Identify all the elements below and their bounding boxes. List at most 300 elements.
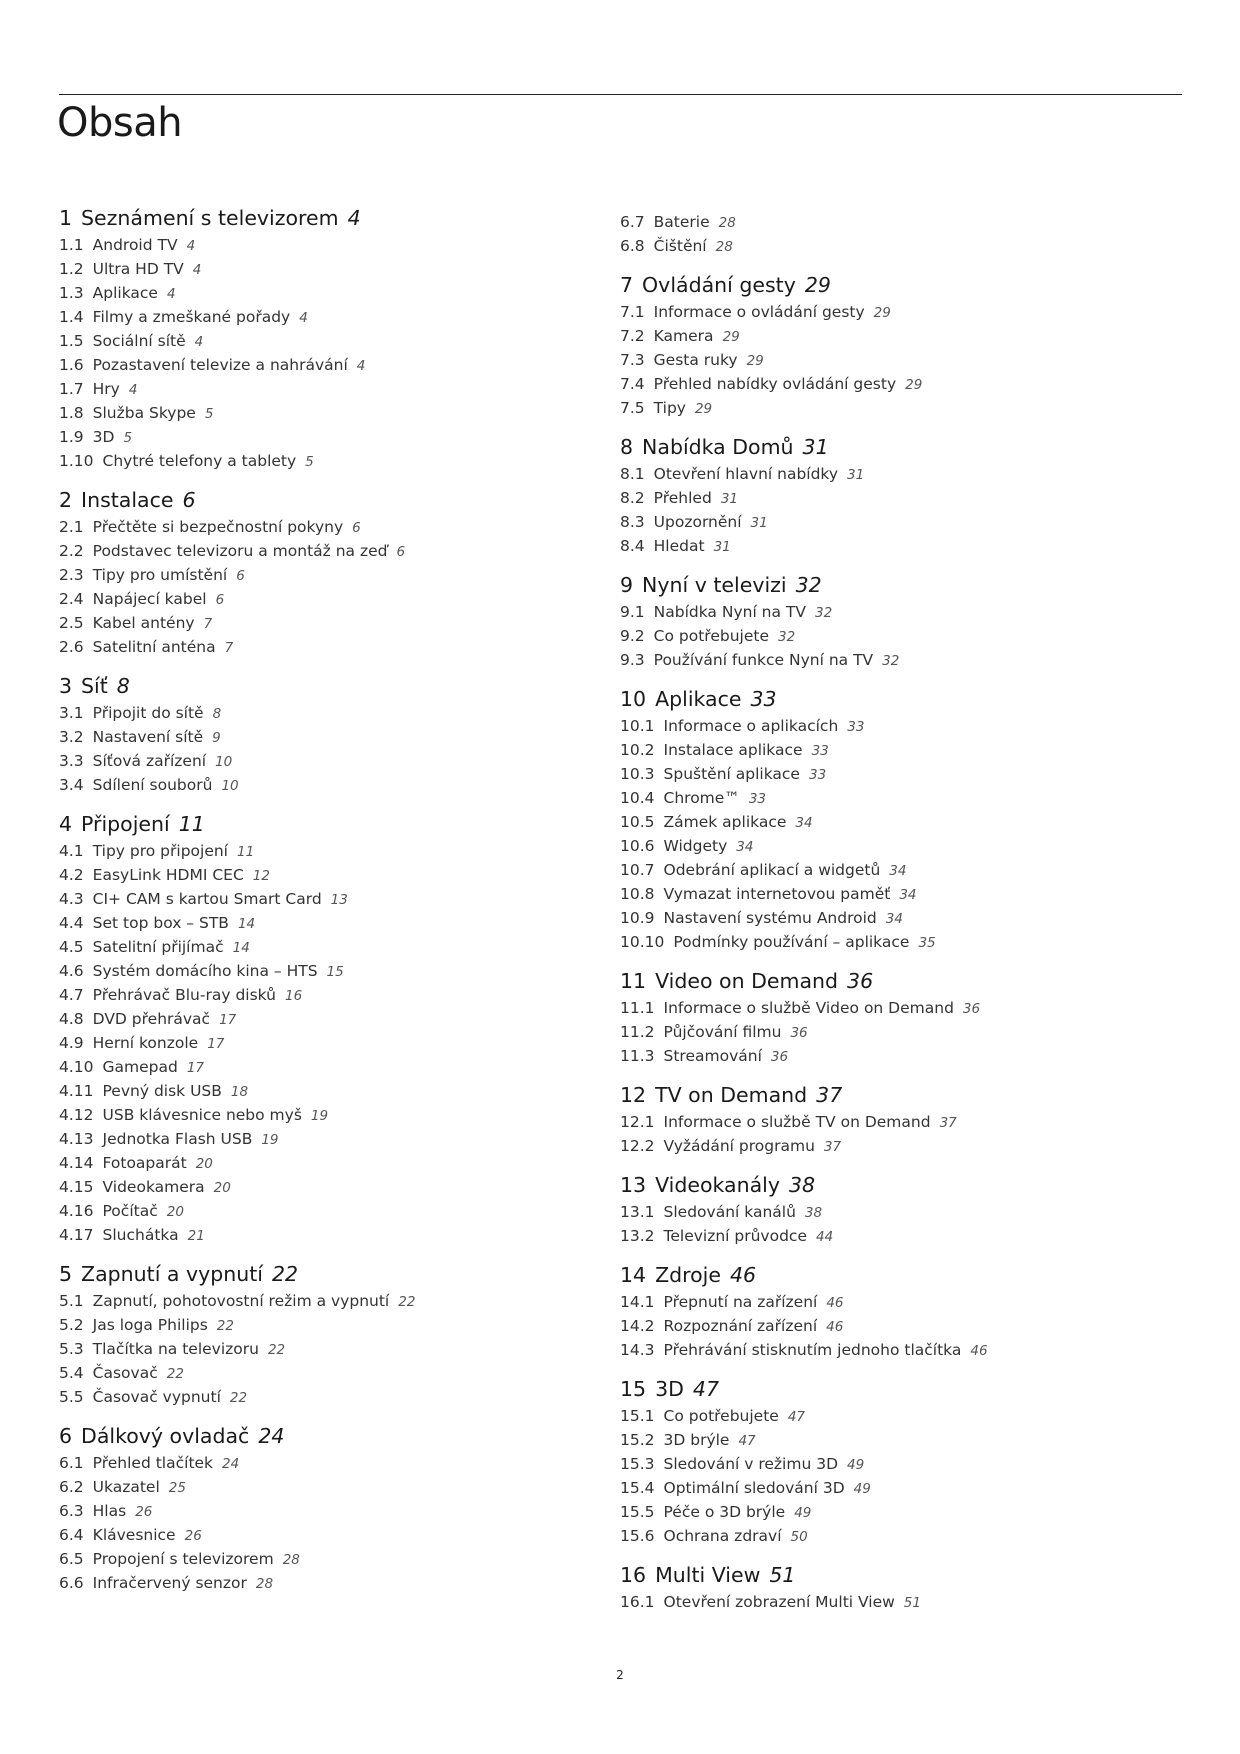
toc-entry[interactable]	[59, 612, 579, 636]
entry-page: 47	[738, 1433, 756, 1449]
chapter-number: 16	[620, 1563, 647, 1587]
toc-entry[interactable]	[620, 1591, 1180, 1615]
entry-title: Časovač	[92, 1364, 158, 1382]
entry-page: 20	[213, 1180, 231, 1196]
toc-entry[interactable]	[620, 811, 1180, 835]
entry-title: Přehrávač Blu-ray disků	[92, 986, 276, 1004]
chapter-title: Síť	[81, 674, 108, 698]
toc-entry[interactable]	[620, 1339, 1180, 1363]
entry-page: 11	[237, 844, 255, 860]
entry-number: 4.14	[59, 1154, 94, 1172]
entry-title: Co potřebujete	[653, 627, 769, 645]
toc-entry[interactable]	[620, 1453, 1180, 1477]
entry-title: Napájecí kabel	[92, 590, 207, 608]
toc-entry[interactable]	[620, 463, 1180, 487]
entry-number: 5.5	[59, 1388, 84, 1406]
toc-entry[interactable]	[59, 258, 579, 282]
toc-entry[interactable]	[59, 450, 579, 474]
toc-entry[interactable]	[59, 1200, 579, 1224]
entry-number: 11.1	[620, 999, 655, 1017]
entry-title: Podstavec televizoru a montáž na zeď	[92, 542, 388, 560]
toc-entry[interactable]	[59, 378, 579, 402]
toc-entry[interactable]	[59, 1362, 579, 1386]
entry-title: Tipy	[653, 399, 686, 417]
entry-page: 26	[184, 1528, 202, 1544]
entry-page: 6	[352, 520, 361, 536]
entry-page: 8	[212, 706, 222, 722]
toc-chapter-heading[interactable]	[620, 968, 1180, 994]
chapter-title: Ovládání gesty	[642, 273, 796, 297]
entry-title: Tipy pro připojení	[92, 842, 228, 860]
entry-number: 6.5	[59, 1550, 84, 1568]
chapter-number: 6	[59, 1424, 73, 1448]
toc-entry[interactable]	[59, 1500, 579, 1524]
entry-title: Používání funkce Nyní na TV	[653, 651, 874, 669]
toc-chapter-heading[interactable]	[59, 673, 579, 699]
entry-number: 10.3	[620, 765, 655, 783]
toc-entry[interactable]	[620, 601, 1180, 625]
entry-title: Počítač	[102, 1202, 158, 1220]
entry-number: 15.5	[620, 1503, 655, 1521]
entry-page: 34	[795, 815, 813, 831]
entry-number: 4.5	[59, 938, 84, 956]
entry-page: 22	[398, 1294, 416, 1310]
toc-entry[interactable]	[59, 1080, 579, 1104]
toc-chapter-heading[interactable]	[620, 1262, 1180, 1288]
entry-page: 35	[918, 935, 936, 951]
toc-right-column	[620, 211, 1180, 1628]
entry-title: Co potřebujete	[663, 1407, 779, 1425]
chapter-title: Instalace	[81, 488, 174, 512]
entry-page: 28	[718, 215, 736, 231]
entry-title: Android TV	[92, 236, 178, 254]
toc-entry[interactable]	[620, 511, 1180, 535]
toc-section	[59, 1261, 579, 1410]
entry-title: Tlačítka na televizoru	[92, 1340, 259, 1358]
entry-number: 4.17	[59, 1226, 94, 1244]
entry-title: Péče o 3D brýle	[663, 1503, 786, 1521]
entry-number: 8.3	[620, 513, 645, 531]
entry-page: 33	[748, 791, 766, 807]
entry-title: Jas loga Philips	[92, 1316, 208, 1334]
toc-entry[interactable]	[620, 1021, 1180, 1045]
entry-title: Instalace aplikace	[663, 741, 803, 759]
entry-page: 20	[166, 1204, 184, 1220]
entry-number: 4.11	[59, 1082, 94, 1100]
entry-page: 34	[736, 839, 754, 855]
toc-entry[interactable]	[620, 1201, 1180, 1225]
entry-page: 29	[905, 377, 923, 393]
entry-number: 10.8	[620, 885, 655, 903]
toc-section	[59, 811, 579, 1248]
toc-entry[interactable]	[59, 912, 579, 936]
entry-number: 9.1	[620, 603, 645, 621]
page-title: Obsah	[57, 100, 183, 146]
entry-page: 46	[826, 1295, 844, 1311]
entry-number: 6.6	[59, 1574, 84, 1592]
toc-section	[620, 211, 1180, 259]
toc-entry[interactable]	[59, 402, 579, 426]
entry-page: 36	[962, 1001, 981, 1017]
toc-entry[interactable]	[620, 235, 1180, 259]
entry-number: 5.4	[59, 1364, 84, 1382]
entry-title: Sociální sítě	[92, 332, 186, 350]
entry-title: Gamepad	[102, 1058, 178, 1076]
toc-entry[interactable]	[59, 516, 579, 540]
chapter-title: Video on Demand	[655, 969, 839, 993]
entry-number: 4.7	[59, 986, 84, 1004]
toc-entry[interactable]	[620, 1477, 1180, 1501]
entry-number: 3.2	[59, 728, 84, 746]
chapter-page: 31	[802, 435, 829, 459]
toc-entry[interactable]	[59, 936, 579, 960]
toc-entry[interactable]	[59, 1386, 579, 1410]
toc-entry[interactable]	[620, 1315, 1180, 1339]
entry-page: 19	[261, 1132, 279, 1148]
entry-title: 3D brýle	[663, 1431, 730, 1449]
chapter-page: 32	[795, 573, 822, 597]
entry-page: 4	[194, 334, 204, 350]
chapter-number: 13	[620, 1173, 647, 1197]
toc-entry[interactable]	[59, 330, 579, 354]
entry-number: 10.5	[620, 813, 655, 831]
toc-entry[interactable]	[620, 931, 1180, 955]
entry-title: 3D	[92, 428, 115, 446]
entry-number: 2.6	[59, 638, 84, 656]
toc-entry[interactable]	[620, 1501, 1180, 1525]
toc-entry[interactable]	[59, 564, 579, 588]
chapter-page: 47	[692, 1377, 720, 1401]
chapter-page: 33	[750, 687, 777, 711]
entry-number: 2.4	[59, 590, 84, 608]
toc-entry[interactable]	[620, 787, 1180, 811]
entry-number: 3.1	[59, 704, 84, 722]
toc-chapter-heading[interactable]	[620, 1376, 1180, 1402]
entry-title: Satelitní anténa	[92, 638, 216, 656]
toc-entry[interactable]	[59, 1176, 579, 1200]
toc-entry[interactable]	[620, 1525, 1180, 1549]
toc-entry[interactable]	[59, 540, 579, 564]
entry-page: 4	[166, 286, 176, 302]
toc-section	[620, 968, 1180, 1069]
toc-entry[interactable]	[620, 1225, 1180, 1249]
entry-title: Sledování v režimu 3D	[663, 1455, 839, 1473]
entry-number: 15.4	[620, 1479, 655, 1497]
entry-page: 12	[252, 868, 270, 884]
entry-title: DVD přehrávač	[92, 1010, 211, 1028]
entry-number: 6.4	[59, 1526, 84, 1544]
toc-entry[interactable]	[59, 1548, 579, 1572]
toc-entry[interactable]	[59, 774, 579, 798]
entry-number: 1.9	[59, 428, 84, 446]
toc-entry[interactable]	[620, 397, 1180, 421]
toc-entry[interactable]	[620, 1429, 1180, 1453]
toc-entry[interactable]	[59, 1290, 579, 1314]
toc-chapter-heading[interactable]	[59, 1261, 579, 1287]
toc-entry[interactable]	[620, 1405, 1180, 1429]
entry-page: 4	[299, 310, 308, 326]
entry-title: Nastavení sítě	[92, 728, 204, 746]
entry-title: Rozpoznání zařízení	[663, 1317, 818, 1335]
entry-page: 17	[207, 1036, 225, 1052]
entry-title: Přehled	[653, 489, 712, 507]
toc-entry[interactable]	[59, 234, 579, 258]
chapter-page: 36	[847, 969, 874, 993]
toc-entry[interactable]	[59, 588, 579, 612]
chapter-title: Videokanály	[655, 1173, 780, 1197]
entry-page: 33	[847, 719, 865, 735]
entry-number: 10.10	[620, 933, 665, 951]
entry-title: Satelitní přijímač	[92, 938, 224, 956]
entry-number: 13.1	[620, 1203, 655, 1221]
toc-entry[interactable]	[620, 535, 1180, 559]
toc-section	[620, 434, 1180, 559]
entry-page: 6	[396, 544, 406, 560]
toc-entry[interactable]	[59, 1128, 579, 1152]
entry-page: 17	[186, 1060, 205, 1076]
entry-title: Pozastavení televize a nahrávání	[92, 356, 348, 374]
entry-title: Přehled tlačítek	[92, 1454, 214, 1472]
toc-entry[interactable]	[620, 763, 1180, 787]
chapter-title: Zdroje	[655, 1263, 721, 1287]
entry-title: Podmínky používání – aplikace	[673, 933, 910, 951]
entry-page: 14	[237, 916, 256, 932]
toc-section	[620, 272, 1180, 421]
toc-entry[interactable]	[59, 1032, 579, 1056]
entry-number: 1.3	[59, 284, 84, 302]
entry-page: 29	[873, 305, 891, 321]
toc-chapter-heading[interactable]	[620, 572, 1180, 598]
toc-entry[interactable]	[620, 1135, 1180, 1159]
entry-title: Gesta ruky	[653, 351, 738, 369]
entry-title: Informace o službě Video on Demand	[663, 999, 954, 1017]
entry-number: 7.2	[620, 327, 645, 345]
toc-entry[interactable]	[620, 211, 1180, 235]
toc-section	[59, 673, 579, 798]
toc-chapter-heading[interactable]	[59, 487, 579, 513]
entry-title: Propojení s televizorem	[92, 1550, 274, 1568]
entry-title: Hlas	[92, 1502, 127, 1520]
chapter-title: Seznámení s televizorem	[81, 206, 339, 230]
toc-entry[interactable]	[620, 859, 1180, 883]
toc-entry[interactable]	[59, 1572, 579, 1596]
chapter-number: 8	[620, 435, 634, 459]
toc-chapter-heading[interactable]	[620, 1172, 1180, 1198]
entry-number: 10.2	[620, 741, 655, 759]
entry-title: Sluchátka	[102, 1226, 179, 1244]
toc-entry[interactable]	[59, 888, 579, 912]
toc-entry[interactable]	[59, 840, 579, 864]
toc-chapter-heading[interactable]	[59, 1423, 579, 1449]
entry-title: Hledat	[653, 537, 705, 555]
toc-entry[interactable]	[620, 835, 1180, 859]
entry-title: Aplikace	[92, 284, 158, 302]
chapter-title: Aplikace	[655, 687, 742, 711]
entry-page: 26	[135, 1504, 153, 1520]
entry-number: 1.1	[59, 236, 84, 254]
toc-entry[interactable]	[59, 1314, 579, 1338]
toc-entry[interactable]	[59, 636, 579, 660]
entry-number: 1.4	[59, 308, 84, 326]
entry-title: Přepnutí na zařízení	[663, 1293, 818, 1311]
entry-page: 5	[204, 406, 214, 422]
chapter-number: 4	[59, 812, 73, 836]
entry-page: 33	[811, 743, 829, 759]
entry-number: 14.1	[620, 1293, 655, 1311]
toc-entry[interactable]	[620, 739, 1180, 763]
toc-entry[interactable]	[620, 301, 1180, 325]
toc-entry[interactable]	[59, 1452, 579, 1476]
entry-page: 24	[222, 1456, 240, 1472]
entry-title: Televizní průvodce	[663, 1227, 807, 1245]
entry-page: 47	[787, 1409, 806, 1425]
entry-number: 9.2	[620, 627, 645, 645]
toc-entry[interactable]	[620, 649, 1180, 673]
chapter-page: 8	[116, 674, 130, 698]
entry-number: 1.10	[59, 452, 94, 470]
entry-title: Připojit do sítě	[92, 704, 204, 722]
entry-title: Spuštění aplikace	[663, 765, 800, 783]
entry-number: 11.3	[620, 1047, 655, 1065]
toc-entry[interactable]	[59, 1008, 579, 1032]
chapter-number: 3	[59, 674, 73, 698]
toc-entry[interactable]	[59, 306, 579, 330]
entry-page: 38	[804, 1205, 823, 1221]
toc-entry[interactable]	[620, 325, 1180, 349]
toc-section	[59, 1423, 579, 1596]
entry-number: 10.1	[620, 717, 655, 735]
toc-chapter-heading[interactable]	[59, 205, 579, 231]
toc-section	[620, 686, 1180, 955]
entry-title: Vymazat internetovou paměť	[663, 885, 891, 903]
top-rule	[59, 94, 1182, 95]
entry-number: 4.9	[59, 1034, 84, 1052]
toc-entry[interactable]	[620, 997, 1180, 1021]
entry-title: Chrome™	[663, 789, 740, 807]
toc-chapter-heading[interactable]	[59, 811, 579, 837]
entry-page: 34	[889, 863, 907, 879]
chapter-page: 11	[178, 812, 205, 836]
entry-page: 7	[203, 616, 213, 632]
toc-entry[interactable]	[59, 354, 579, 378]
entry-page: 7	[224, 640, 234, 656]
entry-number: 6.3	[59, 1502, 84, 1520]
entry-page: 34	[899, 887, 917, 903]
entry-title: Zámek aplikace	[663, 813, 787, 831]
entry-page: 22	[229, 1390, 248, 1406]
toc-entry[interactable]	[620, 1291, 1180, 1315]
entry-number: 7.4	[620, 375, 645, 393]
toc-entry[interactable]	[620, 907, 1180, 931]
toc-section	[620, 1262, 1180, 1363]
entry-number: 11.2	[620, 1023, 655, 1041]
toc-chapter-heading[interactable]	[620, 434, 1180, 460]
chapter-number: 11	[620, 969, 647, 993]
toc-entry[interactable]	[620, 1045, 1180, 1069]
entry-number: 10.7	[620, 861, 655, 879]
toc-entry[interactable]	[59, 750, 579, 774]
entry-number: 15.6	[620, 1527, 655, 1545]
toc-chapter-heading[interactable]	[620, 686, 1180, 712]
entry-title: Zapnutí, pohotovostní režim a vypnutí	[92, 1292, 390, 1310]
toc-entry[interactable]	[59, 984, 579, 1008]
entry-number: 3.4	[59, 776, 84, 794]
toc-entry[interactable]	[59, 1056, 579, 1080]
entry-title: Ultra HD TV	[92, 260, 184, 278]
entry-number: 1.6	[59, 356, 84, 374]
chapter-title: Nyní v televizi	[642, 573, 787, 597]
toc-entry[interactable]	[620, 883, 1180, 907]
toc-entry[interactable]	[59, 1152, 579, 1176]
chapter-number: 14	[620, 1263, 647, 1287]
entry-number: 2.1	[59, 518, 84, 536]
entry-page: 37	[939, 1115, 957, 1131]
toc-entry[interactable]	[59, 864, 579, 888]
toc-entry[interactable]	[620, 349, 1180, 373]
entry-page: 22	[166, 1366, 184, 1382]
entry-number: 13.2	[620, 1227, 655, 1245]
toc-entry[interactable]	[620, 625, 1180, 649]
entry-page: 32	[777, 629, 796, 645]
entry-page: 10	[215, 754, 233, 770]
entry-title: Fotoaparát	[102, 1154, 187, 1172]
entry-page: 29	[694, 401, 713, 417]
entry-number: 4.2	[59, 866, 84, 884]
entry-page: 46	[970, 1343, 988, 1359]
entry-page: 49	[847, 1457, 865, 1473]
toc-entry[interactable]	[620, 373, 1180, 397]
toc-entry[interactable]	[59, 1524, 579, 1548]
entry-page: 44	[816, 1229, 834, 1245]
entry-title: Síťová zařízení	[92, 752, 207, 770]
toc-entry[interactable]	[59, 1224, 579, 1248]
toc-entry[interactable]	[59, 1338, 579, 1362]
toc-chapter-heading[interactable]	[620, 1082, 1180, 1108]
toc-section	[620, 1082, 1180, 1159]
entry-title: Optimální sledování 3D	[663, 1479, 845, 1497]
chapter-page: 24	[258, 1424, 285, 1448]
toc-entry[interactable]	[59, 726, 579, 750]
entry-title: Přehrávání stisknutím jednoho tlačítka	[663, 1341, 962, 1359]
entry-number: 5.3	[59, 1340, 84, 1358]
toc-entry[interactable]	[620, 715, 1180, 739]
toc-entry[interactable]	[620, 487, 1180, 511]
entry-number: 4.13	[59, 1130, 94, 1148]
entry-title: Kabel antény	[92, 614, 195, 632]
entry-title: Upozornění	[653, 513, 742, 531]
entry-page: 51	[903, 1595, 921, 1611]
entry-page: 31	[713, 539, 731, 555]
toc-entry[interactable]	[59, 282, 579, 306]
toc-entry[interactable]	[59, 702, 579, 726]
entry-number: 10.4	[620, 789, 655, 807]
entry-page: 29	[746, 353, 764, 369]
toc-entry[interactable]	[59, 1104, 579, 1128]
entry-number: 2.2	[59, 542, 84, 560]
toc-chapter-heading[interactable]	[620, 1562, 1180, 1588]
toc-entry[interactable]	[59, 960, 579, 984]
chapter-number: 9	[620, 573, 634, 597]
entry-title: Otevření hlavní nabídky	[653, 465, 839, 483]
entry-number: 1.7	[59, 380, 84, 398]
toc-entry[interactable]	[620, 1111, 1180, 1135]
toc-chapter-heading[interactable]	[620, 272, 1180, 298]
entry-page: 5	[305, 454, 314, 470]
entry-title: Filmy a zmeškané pořady	[92, 308, 291, 326]
toc-entry[interactable]	[59, 426, 579, 450]
entry-page: 15	[326, 964, 344, 980]
toc-entry[interactable]	[59, 1476, 579, 1500]
